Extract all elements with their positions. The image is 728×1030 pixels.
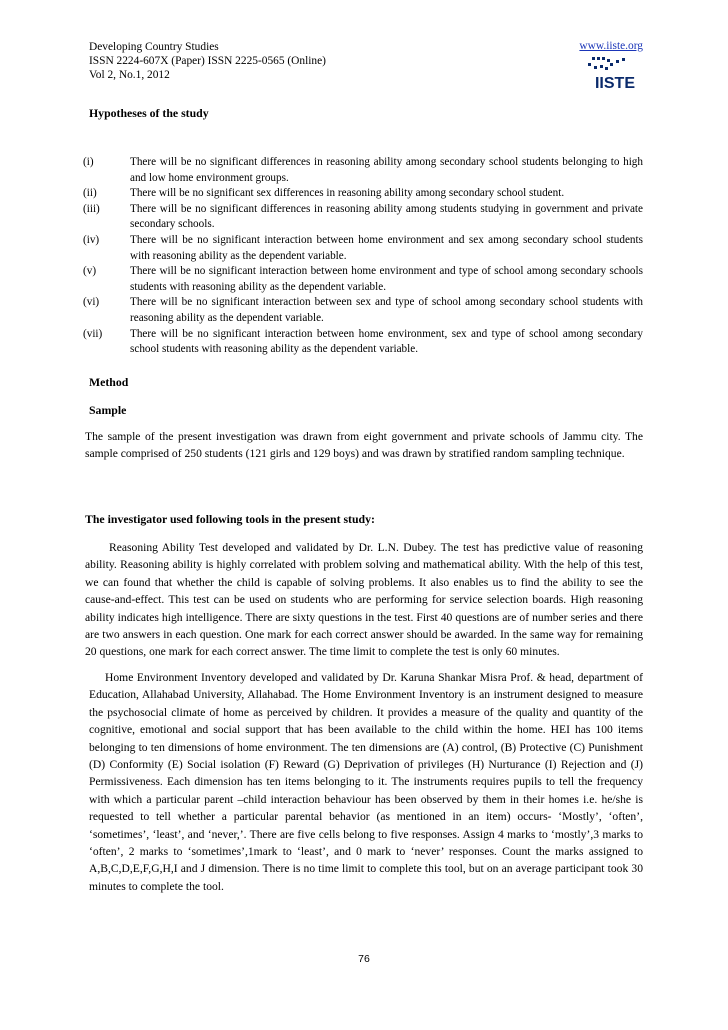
hypotheses-heading: Hypotheses of the study	[89, 106, 209, 120]
page-number: 76	[358, 953, 370, 965]
hypothesis-text: There will be no significant differences in reasoning ability among students studying in government and private secondary schools.	[130, 202, 643, 231]
sample-heading: Sample	[89, 403, 127, 417]
method-heading: Method	[89, 375, 129, 389]
hypothesis-number: (iv)	[83, 233, 100, 246]
journal-url-link[interactable]: www.iiste.org	[579, 40, 643, 52]
list-item	[83, 295, 643, 326]
hypothesis-number: (i)	[83, 156, 94, 168]
hypothesis-text: There will be no significant sex differences in reasoning ability among secondary school student.	[130, 187, 565, 200]
hypothesis-text: There will be no significant differences in reasoning ability among secondary school students belonging to high and low home environment groups.	[130, 156, 643, 184]
hypothesis-text: There will be no significant interaction between home environment and type of school among secondary schools students with reasoning ability as the dependent variable.	[130, 265, 643, 293]
hypothesis-text: There will be no significant interaction between sex and type of school among secondary school students with reasoning ability as the dependent variable.	[130, 296, 643, 324]
list-item	[83, 327, 643, 358]
hypothesis-number: (v)	[83, 265, 97, 278]
hypothesis-number: (vi)	[83, 296, 100, 309]
sample-paragraph: The sample of the present investigation was drawn from eight government and private schools of Jammu city. The sample comprised of 250 students (121 girls and 129 boys) and was drawn by stratified random sampling technique.	[85, 430, 643, 461]
journal-name: Developing Country Studies	[89, 41, 219, 53]
home-environment-paragraph: Home Environment Inventory developed and validated by Dr. Karuna Shankar Misra Prof. & head, department of Education, Allahabad University, Allahabad. The Home Environment Inventory is an instrument designed to measure the psychosocial climate of home as perceived by children. It provides a measure of the quality and quantity of the cognitive, emotional and social support that has been available to the child within the home. HEI has 100 items belonging to ten dimensions of home environment. The ten dimensions are (A) control, (B) Protective (C) Punishment (D) Conformity (E) Social isolation (F) Reward (G) Deprivation of privileges (H) Nurturance (I) Rejection and (J) Permissiveness. Each dimension has ten items belonging to it. The instruments requires pupils to tell the frequency with which a particular parent –child interaction behaviour has been observed by them in their homes i.e. he/she is requested to tell whether a particular parental behavior (as mentioned in an item) occurs- ‘Mostly’, ‘often’, ‘sometimes’, ‘least’, and ‘never,’. There are five cells belong to five responses. Assign 4 marks to ‘mostly’,3 marks to ‘often’, 2 marks to ‘sometimes’,1mark to ‘least’, and 0 mark to ‘never’ responses. Count the marks assigned to A,B,C,D,E,F,G,H,I and J dimension. There is no time limit to complete this tool, but on an average participant took 30 minutes to complete the tool.	[89, 671, 643, 893]
logo-text: IISTE	[594, 75, 636, 92]
list-item	[83, 202, 643, 233]
hypothesis-number: (iii)	[83, 202, 100, 215]
hypothesis-text: There will be no significant interaction between home environment and sex among secondary school students with reasoning ability as the dependent variable.	[130, 233, 643, 262]
list-item	[83, 186, 643, 202]
hypothesis-text: There will be no significant interaction between home environment, sex and type of school among secondary school students with reasoning ability as the dependent variable.	[130, 327, 643, 356]
list-item	[83, 233, 643, 264]
hypothesis-number: (ii)	[83, 187, 97, 200]
hypothesis-number: (vii)	[83, 327, 103, 340]
hypotheses-list	[83, 155, 643, 358]
reasoning-test-paragraph: Reasoning Ability Test developed and validated by Dr. L.N. Dubey. The test has predictive value of reasoning ability. Reasoning ability is highly correlated with problem solving and mathematical ability. With the help of this test, we can found that whether the child is capable of solving problems. It also enables us to find the ability to see the cause-and-effect. This test can be used on students who are performing for service selection boards. High reasoning ability indicates high intelligence. There are sixty questions in the test. First 40 questions are of number series and there are two answers in each question. One mark for each correct answer should be awarded. In the same way for remaining 20 questions, one mark for each correct answer. The time limit to complete the test is only 60 minutes.	[85, 541, 643, 659]
running-header	[89, 40, 326, 82]
issn-line: ISSN 2224-607X (Paper) ISSN 2225-0565 (Online)	[89, 55, 326, 67]
iiste-logo-icon	[586, 54, 644, 92]
list-item	[83, 264, 643, 295]
volume-line: Vol 2, No.1, 2012	[89, 69, 170, 81]
tools-heading: The investigator used following tools in the present study:	[85, 512, 375, 526]
list-item	[83, 155, 643, 186]
